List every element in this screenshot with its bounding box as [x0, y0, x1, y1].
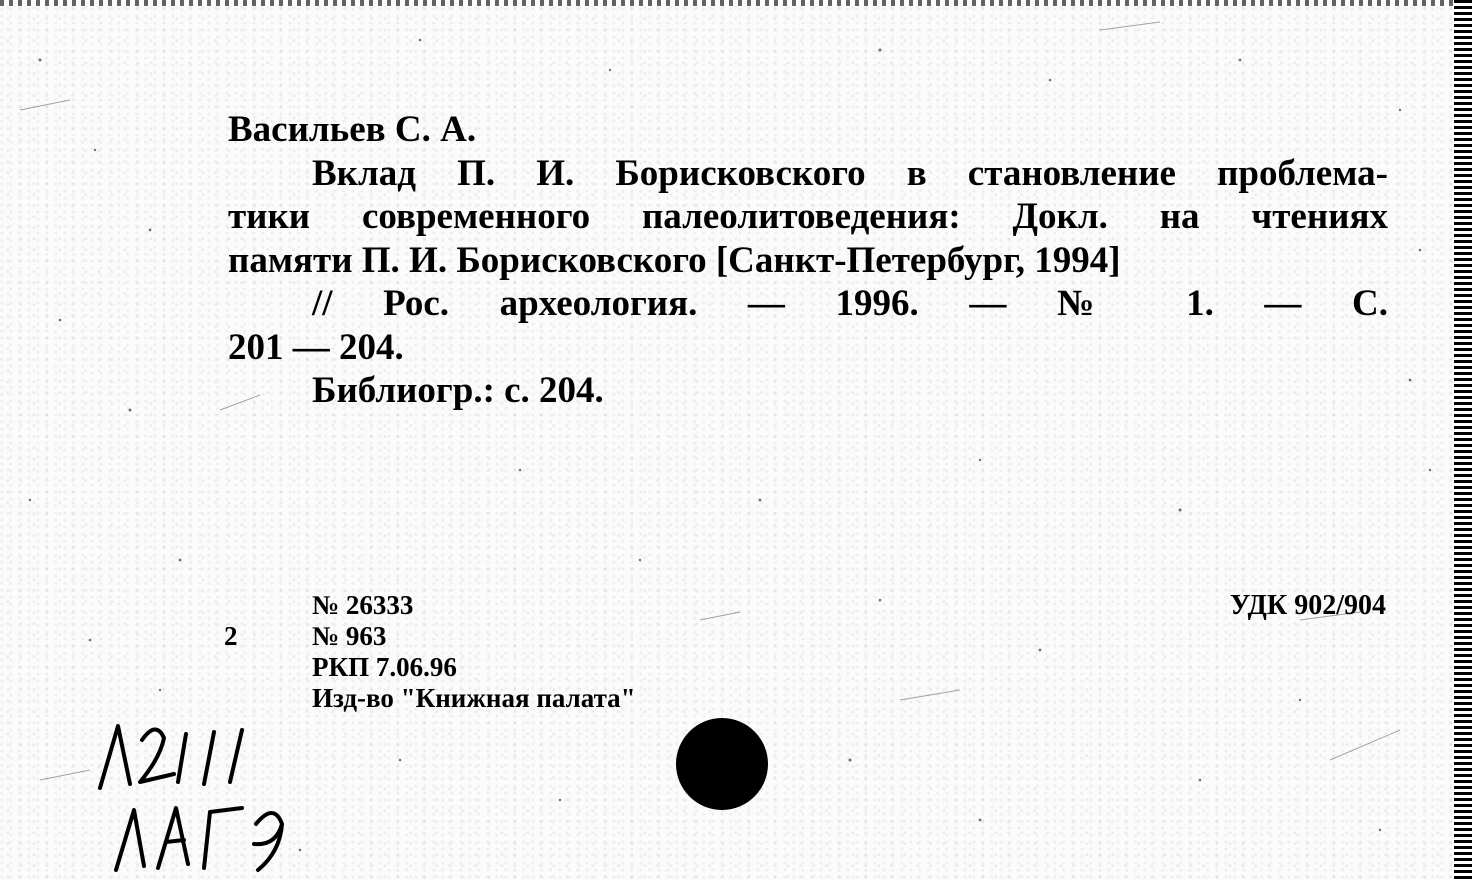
handwritten-shelf-mark: [86, 712, 316, 877]
author-heading: Васильев С. А.: [228, 109, 477, 150]
record-number-1: № 26333: [312, 590, 414, 620]
source-line: // Рос. археология. — 1996. — № 1. — С.: [312, 283, 1388, 324]
publisher-note: Изд-во "Книжная палата": [312, 683, 636, 713]
record-number-2: № 963: [312, 621, 387, 651]
copy-number: 2: [224, 621, 238, 651]
card-top-edge: [0, 0, 1472, 6]
title-line-1: Вклад П. И. Борисковского в становление проблема-: [312, 152, 1388, 194]
pages-line: 201 — 204.: [228, 326, 404, 368]
bibliographic-entry: [228, 108, 1388, 413]
title-line-3: памяти П. И. Борисковского [Санкт-Петербург, 1994]: [228, 239, 1121, 281]
title-line-2: тики современного палеолитоведения: Докл. на чтениях: [228, 196, 1388, 237]
rkp-date: РКП 7.06.96: [312, 652, 457, 682]
record-info: [312, 590, 636, 714]
punch-hole: [676, 718, 768, 810]
bibliography-note: Библиогр.: с. 204.: [312, 370, 604, 411]
udk-code: УДК 902/904: [1229, 590, 1386, 621]
card-right-edge: [1454, 0, 1472, 880]
